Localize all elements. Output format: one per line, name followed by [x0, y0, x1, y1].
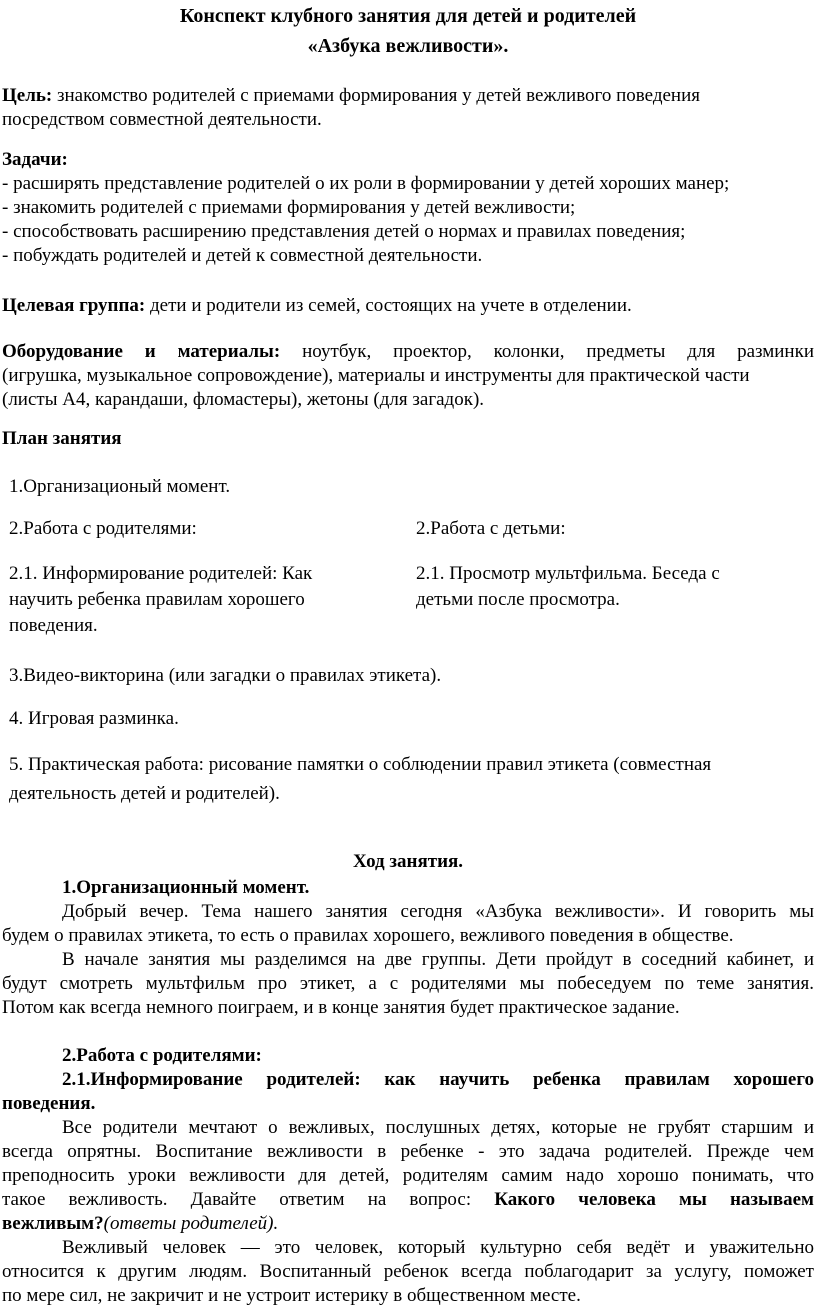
plan-item-5-line1: 5. Практическая работа: рисование памятки о соблюдении правил этикета (совместная: [9, 754, 712, 775]
target-group-label: Целевая группа:: [2, 295, 146, 316]
target-group-line: [2, 293, 632, 318]
plan-right-head: 2.Работа с детьми:: [416, 518, 566, 539]
paragraph-4-line1: Вежливый человек — это человек, который культурно себя ведёт и уважительно: [62, 1237, 814, 1258]
equipment-text-line2: (игрушка, музыкальное сопровождение), материалы и инструменты для практической части: [2, 365, 750, 386]
equipment-text-line3: (листы А4, карандаши, фломастеры), жетоны (для загадок).: [2, 389, 485, 410]
paragraph-3-question-part1: Какого человека мы называем: [494, 1189, 814, 1210]
tasks-label: Задачи:: [2, 149, 68, 170]
paragraph-1-line2: будем о правилах этикета, то есть о правилах хорошего, вежливого поведения в обществе.: [2, 925, 734, 946]
plan-item-4: 4. Игровая разминка.: [9, 708, 179, 729]
task-item: - способствовать расширению представления детей о нормах и правилах поведения;: [2, 221, 686, 242]
task-item: - расширять представление родителей о их роли в формировании у детей хороших манер;: [2, 173, 730, 194]
plan-left-sub-line1: 2.1. Информирование родителей: Как: [9, 563, 313, 584]
plan-left-head: 2.Работа с родителями:: [9, 518, 197, 539]
plan-left-sub-line3: поведения.: [9, 615, 98, 636]
plan-item-3: 3.Видео-викторина (или загадки о правилах этикета).: [9, 665, 442, 686]
document-title-line2: «Азбука вежливости».: [307, 35, 509, 57]
task-item: - знакомить родителей с приемами формирования у детей вежливости;: [2, 197, 576, 218]
document-title-line1: Конспект клубного занятия для детей и родителей: [179, 5, 637, 27]
paragraph-3-line5: [2, 1211, 278, 1236]
section-2-heading: 2.Работа с родителями:: [62, 1045, 262, 1066]
section-2-1-heading-line2: поведения.: [2, 1093, 96, 1114]
plan-right-sub: [416, 561, 806, 613]
paragraph-2-line3: Потом как всегда немного поиграем, и в конце занятия будет практическое задание.: [2, 997, 680, 1018]
paragraph-3-line4: [2, 1187, 814, 1212]
paragraph-3-question-part2: вежливым?: [2, 1213, 104, 1234]
goal-text-line2: посредством совместной деятельности.: [2, 109, 322, 130]
plan-item-1: 1.Организационый момент.: [9, 476, 231, 497]
goal-label: Цель:: [2, 85, 53, 106]
task-item: - побуждать родителей и детей к совместной деятельности.: [2, 245, 483, 266]
equipment-label: Оборудование и материалы:: [2, 341, 281, 362]
equipment-line1: [2, 339, 814, 364]
paragraph-3-line1: Все родители мечтают о вежливых, послушных детях, которые не грубят старшим и: [62, 1117, 814, 1138]
paragraph-2-line2: будут смотреть мультфильм про этикет, а с родителями мы побеседуем по теме занятия.: [2, 973, 814, 994]
plan-label: План занятия: [2, 428, 122, 449]
paragraph-1-line1: Добрый вечер. Тема нашего занятия сегодня «Азбука вежливости». И говорить мы: [62, 901, 814, 922]
plan-left-sub-line2: научить ребенка правилам хорошего: [9, 589, 305, 610]
equipment-text-line1: ноутбук, проектор, колонки, предметы для разминки: [302, 341, 814, 362]
goal-text-line1: знакомство родителей с приемами формирования у детей вежливого поведения: [57, 85, 701, 106]
plan-left-sub: [9, 561, 389, 639]
section-2-1-heading-line1: 2.1.Информирование родителей: как научить ребенка правилам хорошего: [62, 1069, 814, 1090]
paragraph-3-line3: преподносить уроки вежливости для детей, родителям самим надо хорошо понимать, что: [2, 1165, 814, 1186]
target-group-text: дети и родители из семей, состоящих на учете в отделении.: [150, 295, 632, 316]
plan-right-sub-line1: 2.1. Просмотр мультфильма. Беседа с: [416, 563, 720, 584]
plan-item-5-line2: деятельность детей и родителей).: [9, 783, 280, 804]
paragraph-4-line2: относится к другим людям. Воспитанный ребенок всегда поблагодарит за услугу, поможет: [2, 1261, 814, 1282]
paragraph-3-answer-note: (ответы родителей).: [103, 1213, 279, 1234]
course-heading: Ход занятия.: [352, 851, 464, 872]
paragraph-3-line2: всегда опрятны. Воспитание вежливости в ребенке - это задача родителей. Прежде чем: [2, 1141, 814, 1162]
paragraph-3-line4-text: такое вежливость. Давайте ответим на вопрос:: [2, 1189, 472, 1210]
plan-right-sub-line2: детьми после просмотра.: [416, 589, 620, 610]
section-1-heading: 1.Организационный момент.: [62, 877, 310, 898]
goal-line1: [2, 83, 700, 108]
paragraph-4-line3: по мере сил, не закричит и не устроит истерику в общественном месте.: [2, 1285, 581, 1306]
paragraph-2-line1: В начале занятия мы разделимся на две группы. Дети пройдут в соседний кабинет, и: [62, 949, 814, 970]
